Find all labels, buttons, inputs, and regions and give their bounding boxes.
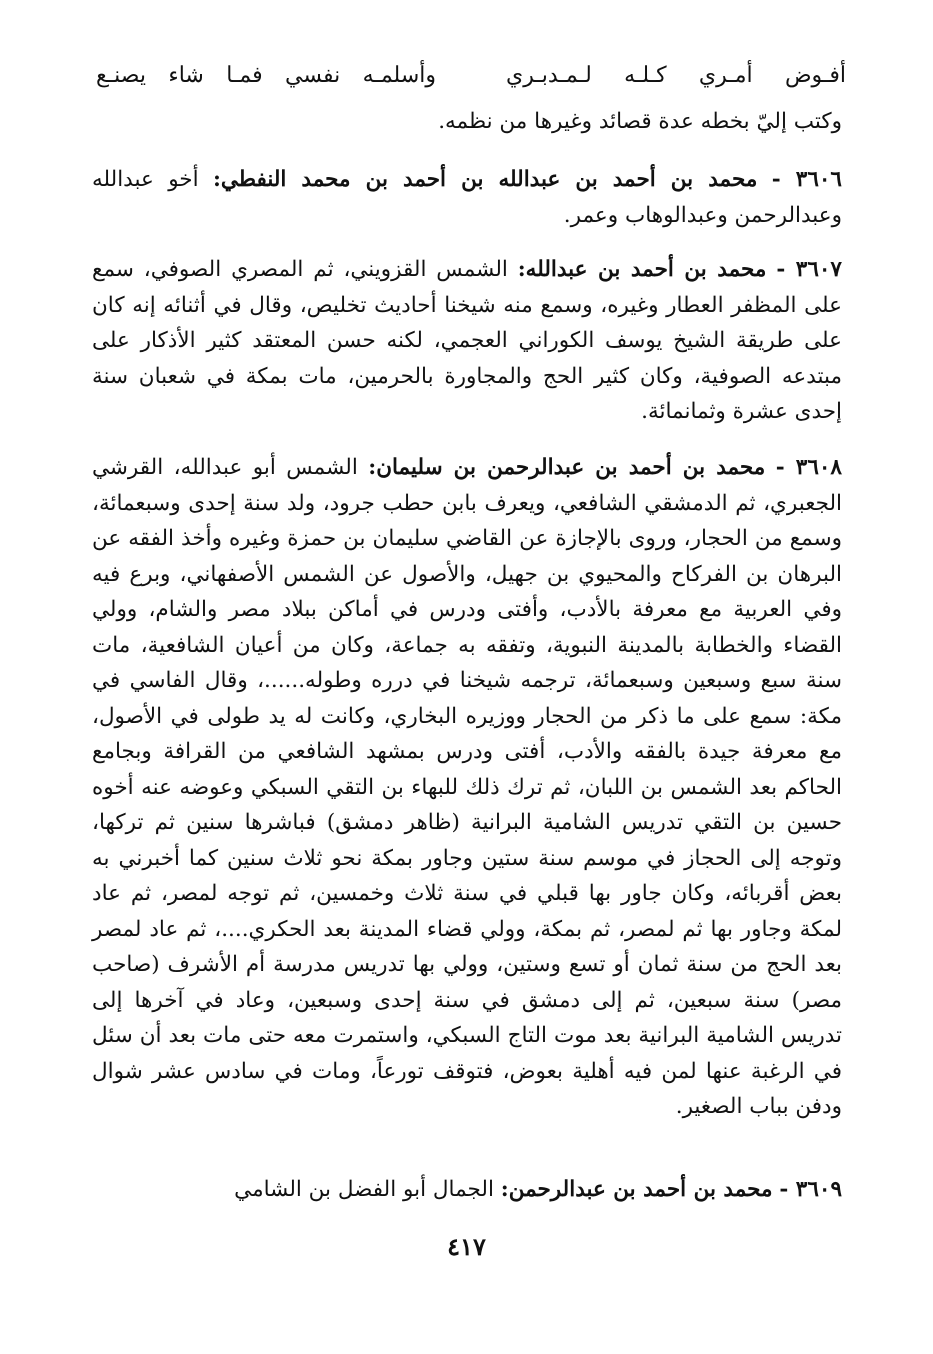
entry-3608 [92,450,842,1125]
entry-text: أخو عبدالله وعبدالرحمن وعبدالوهاب وعمر. [92,167,842,228]
page-number: ٤١٧ [447,1232,486,1261]
entry-3609 [92,1172,842,1208]
poem-hemistich-second: وأسلمـه نفسي فمـا شاء يصنـع [96,63,436,88]
entry-3607 [92,252,842,430]
poem-verse [96,52,846,100]
entry-number: ٣٦٠٨ - [775,455,842,480]
poem-hemistich-first: أفـوض أمـري كـلـه لـمـدبـري [506,63,846,88]
entry-name: محمد بن أحمد بن عبدالرحمن بن سليمان: [368,455,766,480]
entry-3606 [92,162,842,233]
paragraph-continuation [92,104,842,140]
entry-text: الجمال أبو الفضل بن الشامي [234,1177,494,1202]
entry-name: محمد بن أحمد بن عبدالله بن أحمد بن محمد النفطي: [212,167,758,192]
entry-number: ٣٦٠٩ - [779,1177,842,1202]
paragraph-text: وكتب إليّ بخطه عدة قصائد وغيرها من نظمه. [438,109,842,134]
entry-text: الشمس القزويني، ثم المصري الصوفي، سمع على المظفر العطار وغيره، وسمع منه شيخنا أحاديث تخليص، وقال في أثنائه إنه كان على طريقة الشيخ يوسف الكوراني العجمي، لكنه حسن المعتقد كثير الأذكار على مبتدعه الصوفية، وكان كثير الحج والمجاورة بالحرمين، مات بمكة في شعبان سنة إحدى عشرة وثمانمائة. [92,257,843,424]
entry-number: ٣٦٠٧ - [776,257,842,282]
entry-name: محمد بن أحمد بن عبدالله: [517,257,767,282]
entry-text: الشمس أبو عبدالله، القرشي الجعبري، ثم الدمشقي الشافعي، ويعرف بابن حطب جرود، ولد سنة إحدى وسبعمائة، وسمع من الحجار، وروى بالإجازة عن القاضي سليمان بن حمزة وغيره وأخذ الفقه عن البرهان بن الفركاح والمحيوي بن جهيل، والأصول عن الشمس الأصفهاني، وبرع فيه وفي العربية مع معرفة بالأدب، وأفتى ودرس في أماكن ببلاد مصر والشام، وولي القضاء والخطابة بالمدينة النبوية، وتفقه به جماعة، وكان من أعيان الشافعية، مات سنة سبع وسبعين وسبعمائة، ترجمه شيخنا في درره وطوله......، وقال الفاسي في مكة: سمع على ما ذكر من الحجار ووزيره البخاري، وكانت له يد طولى في الأصول، مع معرفة جيدة بالفقه والأدب، أفتى ودرس بمشهد الشافعي من القرافة وبجامع الحاكم بعد الشمس بن اللبان، ثم ترك ذلك للبهاء بن التقي السبكي وعوضه عنه أخوه حسين بن التقي تدريس الشامية البرانية (ظاهر دمشق) فباشرها سنين ثم تركها، وتوجه إلى الحجاز في موسم سنة ستين وجاور بمكة نحو ثلاث سنين كما أخبرني به بعض أقربائه، وكان جاور بها قبلي في سنة ثلاث وخمسين، ثم توجه لمصر، ثم عاد لمكة وجاور بها ثم لمصر، ثم بمكة، وولي قضاء المدينة بعد الحكري....، ثم عاد لمصر بعد الحج من سنة ثمان أو تسع وستين، وولي بها تدريس مدرسة أم الأشرف (صاحب مصر) سنة سبعين، ثم إلى دمشق في سنة إحدى وسبعين، وعاد في آخرها إلى تدريس الشامية البرانية بعد موت التاج السبكي، واستمرت معه حتى مات بعد أن سئل في الرغبة عنها لمن فيه أهلية بعوض، فتوقف تورعاً، ومات في سادس عشر شوال ودفن بباب الصغير. [92,455,842,1119]
entry-name: محمد بن أحمد بن عبدالرحمن: [500,1177,773,1202]
entry-number: ٣٦٠٦ - [771,167,842,192]
